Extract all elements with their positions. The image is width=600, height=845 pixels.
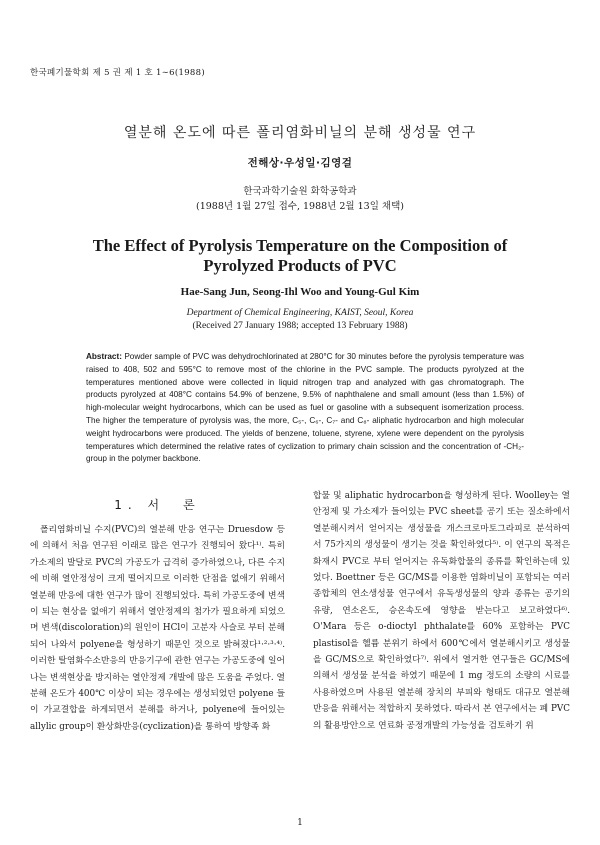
english-affiliation-block	[0, 307, 600, 333]
korean-dates: (1988년 1월 27일 접수, 1988년 2월 13일 채택)	[196, 201, 404, 212]
english-title-line-1: The Effect of Pyrolysis Temperature on the Composition of	[92, 236, 508, 255]
korean-title: 열분해 온도에 따른 폴리염화비닐의 분해 생성물 연구	[123, 125, 477, 141]
english-department: Department of Chemical Engineering, KAIST, Seoul, Korea	[186, 308, 414, 318]
korean-affiliation-block	[0, 184, 600, 214]
journal-header: 한국폐기물학회 제 5 권 제 1 호 1∼6(1988)	[30, 68, 205, 78]
abstract-text: Powder sample of PVC was dehydrochlorinated at 280°C for 30 minutes before the pyrolysis temperature was raised to 408, 502 and 595°C to remove most of the chlorine in the PVC sample. The products pyrolyzed at the temperatures mentioned above were collected in liquid nitrogen trap and analyzed with gas chromatograph. The products pyrolyzed at 408°C contains 54.9% of benzene, 9.5% of naphthalene and small amount (less than 1.5%) of high-molecular weight hydrocarbons, which can be used as fuel or gasoline with a subsequent isomerization process. The higher the temperature of pyrolysis was, the more, C₅-, C₆-, C₇- and C₈- aliphatic hydrocarbon and high molecular weight hydrocarbons were produced. The yields of benzene, toluene, styrene, xylene were dependent on the pyrolysis temperatures which determined the relative rates of cyclization to primary chain scission and the concentration of -CH₂- group in the polymer backbone.	[86, 352, 524, 464]
english-title	[0, 236, 600, 276]
body-left-column	[30, 522, 285, 735]
abstract-label: Abstract:	[86, 352, 122, 361]
korean-authors: 전해상·우성일·김영걸	[247, 157, 353, 169]
section-heading-introduction: 1. 서 론	[114, 498, 201, 512]
english-title-line-2: Pyrolyzed Products of PVC	[203, 256, 397, 275]
english-authors: Hae-Sang Jun, Seong-Ihl Woo and Young-Gul Kim	[180, 286, 420, 298]
intro-paragraph-1-continued: 합물 및 aliphatic hydrocarbon을 형성하게 된다. Woolley는 열안정제 및 가소제가 들어있는 PVC sheet를 공기 또는 질소하에서 열분해시켜서 얻어지는 생성물을 개스크로마토그라피로 분석하여서 75가지의 생성물이 생기는 것을 확인하였다⁵⁾. 이 연구의 목적은 화재시 PVC로 부터 얻어지는 유독화합물의 종류를 확인하는데 있었다. Boettner 등은 GC/MS를 이용한 염화비닐이 포함되는 여러 종합체의 연소생성물 연구에서 유독생성물의 양과 종류는 공기의 유량, 연소온도, 승온속도에 영향을 받는다고 보고하였다⁶⁾. O'Mara 등은 o-dioctyl phthalate를 60% 포함하는 PVC plastisol을 헬륨 분위기 하에서 600℃에서 열분해시키고 생성물을 GC/MS으로 확인하였다⁷⁾. 위에서 열거한 연구들은 GC/MS에 의해서 생성물 분석을 하였기 때문에 1 mg 정도의 소량의 시료를 사용하였으며 사용된 열분해 장치의 부피와 형태도 대규모 열분해 반응을 위해서는 적합하지 못하였다. 따라서 본 연구에서는 폐 PVC의 활용방안으로 연료화 공정개발의 가능성을 검토하기 위	[313, 491, 570, 731]
intro-paragraph-1: 폴리염화비닐 수지(PVC)의 열분해 반응 연구는 Druesdow 등에 의해서 처음 연구된 이래로 많은 연구가 진행되어 왔다¹⁾. 특히 가소제의 발달로 PVC의 가공도가 급격히 증가하였으나, 다른 수지에 비해 열안정성이 크게 떨어지므로 이러한 단점을 없애기 위해서 열분해 반응에 대한 연구가 많이 진행되었다. 특히 가공도중에 변색이 되는 현상을 없애기 위해서 열안정제의 첨가가 필요하게 되었으며 변색(discoloration)의 원인이 HCl이 고분자 사슬로 부터 분해되어 나와서 polyene을 형성하기 때문인 것으로 밝혀졌다¹·²·³·⁴⁾. 이러한 탈염화수소반응의 반응기구에 관한 연구는 가공도중에 일어나는 변색현상을 방지하는 열안정제 개발에 많은 도움을 주었다. 열분해 온도가 400℃ 이상이 되는 경우에는 생성되었던 polyene 들이 가교결합을 하게되면서 분해를 하거나, polyene에 들어있는 allylic group이 환상화반응(cyclization)을 통하여 방향족 화	[30, 525, 285, 732]
received-dates: (Received 27 January 1988; accepted 13 February 1988)	[192, 321, 408, 331]
page-number: 1	[297, 818, 303, 828]
abstract	[86, 351, 524, 466]
korean-affiliation: 한국과학기술원 화학공학과	[243, 186, 357, 197]
body-right-column	[313, 488, 570, 734]
